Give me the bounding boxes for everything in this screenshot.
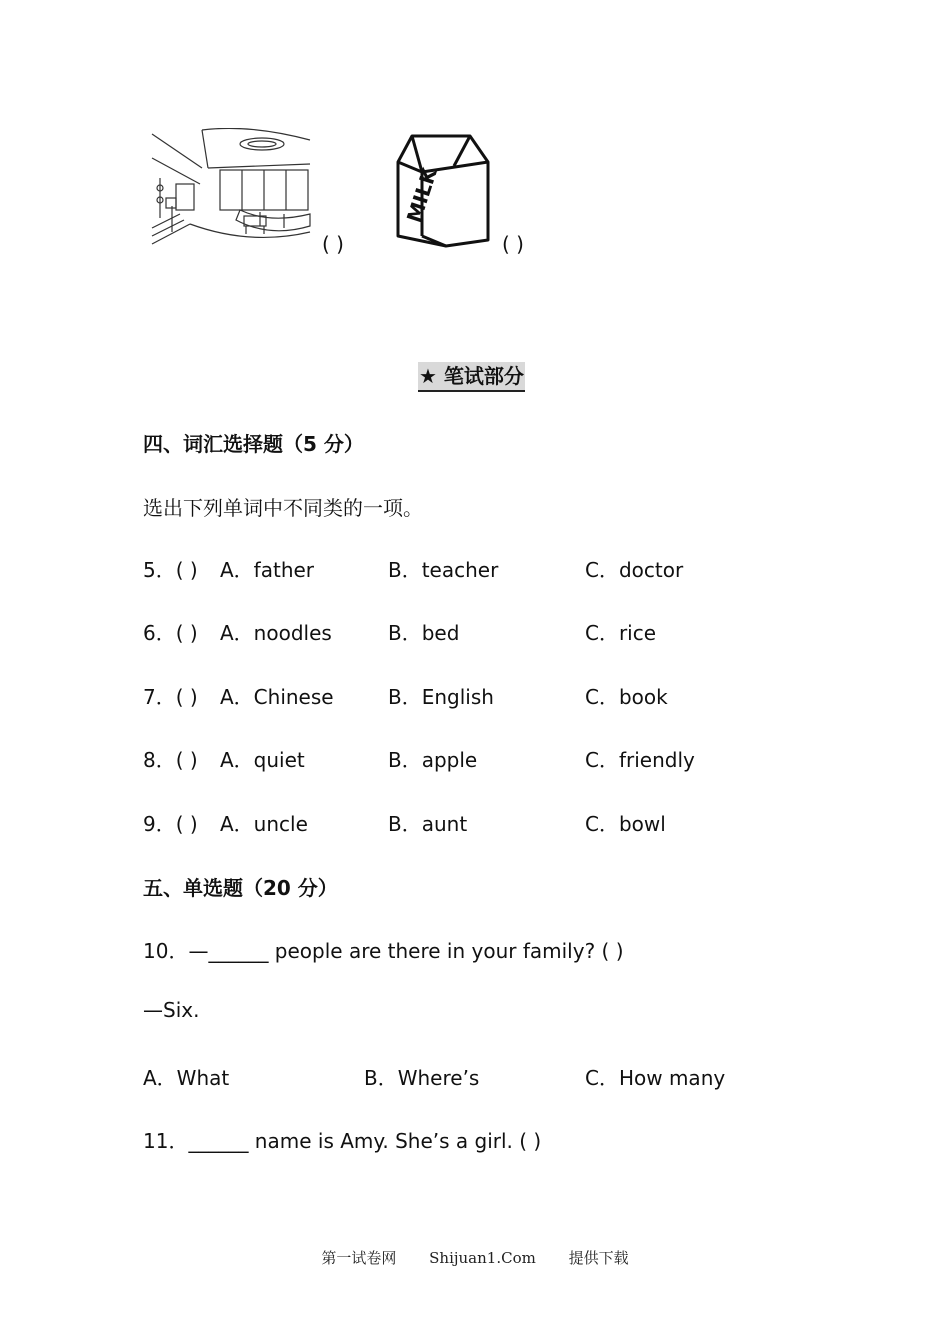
question-10-reply: —Six. [143, 998, 200, 1022]
question-10-option-c: C．How many [585, 1066, 726, 1090]
option-b: B．bed [388, 621, 460, 645]
option-b: B．teacher [388, 558, 499, 582]
option-a: A．noodles [220, 621, 332, 645]
answer-paren-1: ( ) [322, 232, 344, 256]
question-number: 9．( ) [143, 812, 198, 836]
written-section-title: ★ 笔试部分 [418, 362, 525, 392]
milk-carton-picture [392, 132, 494, 250]
question-number: 6．( ) [143, 621, 198, 645]
milk-label: MILK [401, 165, 442, 226]
option-a: A．Chinese [220, 685, 334, 709]
question-10-stem: 10．—______ people are there in your family? ( ) [143, 939, 624, 963]
page-footer [0, 1247, 950, 1268]
option-a: A．quiet [220, 748, 305, 772]
option-b: B．aunt [388, 812, 468, 836]
option-c: C．bowl [585, 812, 666, 836]
footer-site-url: Shijuan1.Com [429, 1249, 536, 1267]
question-number: 8．( ) [143, 748, 198, 772]
question-10-option-b: B．Where’s [364, 1066, 480, 1090]
answer-paren-2: ( ) [502, 232, 524, 256]
section4-instruction: 选出下列单词中不同类的一项。 [143, 496, 423, 520]
footer-download-note: 提供下载 [568, 1249, 629, 1267]
footer-site-name: 第一试卷网 [321, 1249, 397, 1267]
living-room-picture [150, 128, 312, 250]
option-c: C．book [585, 685, 668, 709]
option-b: B．English [388, 685, 494, 709]
question-number: 7．( ) [143, 685, 198, 709]
section4-heading: 四、词汇选择题（5 分） [143, 432, 364, 456]
option-a: A．uncle [220, 812, 308, 836]
question-10-option-a: A．What [143, 1066, 230, 1090]
option-c: C．friendly [585, 748, 695, 772]
option-b: B．apple [388, 748, 478, 772]
option-c: C．doctor [585, 558, 684, 582]
option-c: C．rice [585, 621, 657, 645]
section5-heading: 五、单选题（20 分） [143, 876, 338, 900]
question-11-stem: 11．______ name is Amy. She’s a girl. ( ) [143, 1129, 542, 1153]
option-a: A．father [220, 558, 315, 582]
question-number: 5．( ) [143, 558, 198, 582]
